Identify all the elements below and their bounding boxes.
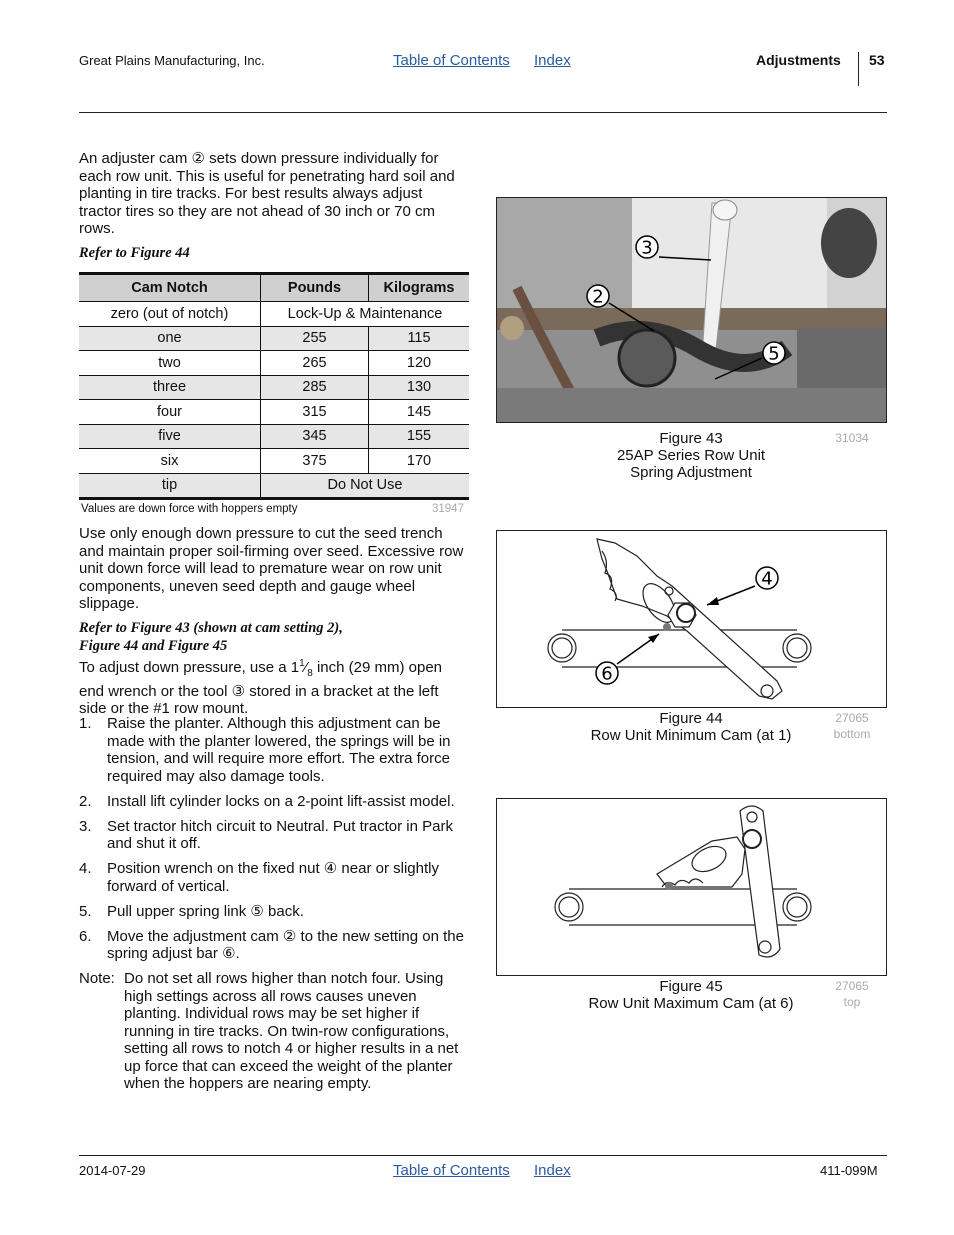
cam-notch-table [79, 272, 469, 500]
step-text: Raise the planter. Although this adjustment can be made with the planter lowered, the springs will be in tension, and will require more effort. The extra force required may also damage tools. [107, 715, 451, 785]
figure-45-number-line1: 27065 [835, 979, 869, 993]
table-row [79, 302, 469, 327]
cell-kilograms: 130 [369, 375, 470, 400]
figure-44-number-line2: bottom [833, 727, 871, 741]
figure-44-caption [541, 710, 841, 744]
list-item [79, 928, 471, 963]
step-text: Position wrench on the fixed nut ④ near or slightly forward of vertical. [107, 860, 439, 895]
figure-44-number-line1: 27065 [835, 711, 869, 725]
row-unit-photo-illustration [497, 198, 886, 422]
step-number: 6. [79, 927, 92, 945]
figure-44-drawing [496, 530, 887, 708]
doc-number: 411-099M [820, 1163, 878, 1178]
cell-merged: Do Not Use [261, 473, 470, 499]
step-number: 5. [79, 902, 92, 920]
cell-pounds: 255 [261, 326, 369, 351]
cell-kilograms: 120 [369, 351, 470, 376]
figure-43-label: Figure 43 [659, 430, 723, 447]
footer-index-link[interactable]: Index [534, 1162, 571, 1179]
figure-45-title: Row Unit Maximum Cam (at 6) [588, 995, 794, 1012]
index-link[interactable]: Index [534, 52, 571, 69]
note [79, 970, 471, 1093]
toc-link[interactable]: Table of Contents [393, 52, 510, 69]
minimum-cam-drawing [497, 531, 886, 707]
table-row [79, 375, 469, 400]
list-item [79, 715, 471, 785]
cell-pounds: 315 [261, 400, 369, 425]
table-row [79, 424, 469, 449]
adjust-paragraph [79, 655, 469, 718]
cell-notch: four [79, 400, 261, 425]
refer-line-2: Figure 44 and Figure 45 [79, 638, 228, 654]
footer-toc-link[interactable]: Table of Contents [393, 1162, 510, 1179]
adjust-text-before: To adjust down pressure, use a 1 [79, 659, 300, 676]
list-item [79, 903, 471, 921]
figure-43-number: 31034 [835, 431, 869, 445]
company-name: Great Plains Manufacturing, Inc. [79, 53, 265, 68]
figure-44-label: Figure 44 [659, 710, 723, 727]
cell-pounds: 375 [261, 449, 369, 474]
note-text: Do not set all rows higher than notch four. Using high settings across all rows causes uneven planting. Individual rows may be set higher if running in tire tracks. On twin-row configurations, setting all rows to notch 4 or higher results in a net up force that can exceed the weight of the planter when the hoppers are nearing empty. [124, 970, 459, 1092]
figure-43-title-line1: 25AP Series Row Unit [616, 447, 766, 464]
callout-6: 6 [601, 663, 613, 685]
table-number: 31947 [432, 503, 464, 515]
cell-notch: three [79, 375, 261, 400]
cell-notch: tip [79, 473, 261, 499]
cell-pounds: 265 [261, 351, 369, 376]
step-number: 1. [79, 715, 92, 732]
cell-kilograms: 155 [369, 424, 470, 449]
fraction-slash: ⁄ [304, 659, 308, 676]
list-item [79, 860, 471, 895]
figure-45-drawing [496, 798, 887, 976]
step-number: 3. [79, 817, 92, 835]
figure-44-number [822, 710, 882, 742]
step-text: Install lift cylinder locks on a 2-point lift-assist model. [107, 792, 455, 810]
step-number: 4. [79, 860, 92, 877]
table-header-row [79, 274, 469, 302]
refer-line-1: Refer to Figure 43 (shown at cam setting 2), [79, 620, 343, 636]
footer-date: 2014-07-29 [79, 1163, 146, 1178]
figure-44-title: Row Unit Minimum Cam (at 1) [590, 727, 792, 744]
fraction-numerator: 1 [299, 658, 305, 669]
col-header-cam-notch: Cam Notch [79, 274, 261, 302]
section-title: Adjustments [756, 52, 841, 68]
step-text: Set tractor hitch circuit to Neutral. Put tractor in Park and shut it off. [107, 817, 453, 852]
cell-kilograms: 145 [369, 400, 470, 425]
figure-43-caption [541, 430, 841, 481]
step-number: 2. [79, 792, 92, 810]
cell-merged: Lock-Up & Maintenance [261, 302, 470, 327]
cell-notch: zero (out of notch) [79, 302, 261, 327]
note-label: Note: [79, 970, 115, 987]
table-row [79, 400, 469, 425]
callout-2: 2 [592, 286, 604, 308]
cell-kilograms: 115 [369, 326, 470, 351]
list-item [79, 818, 471, 853]
callout-3: 3 [641, 237, 653, 259]
figure-45-number [822, 978, 882, 1010]
table-footnote: Values are down force with hoppers empty [81, 503, 298, 515]
refer-figures [79, 619, 343, 655]
cell-pounds: 345 [261, 424, 369, 449]
figure-45-label: Figure 45 [659, 978, 723, 995]
cell-notch: two [79, 351, 261, 376]
adjust-text-after: inch (29 mm) open end wrench or the tool ③ stored in a bracket at the left side or the #1 row mount. [79, 659, 443, 717]
figure-43-title-line2: Spring Adjustment [630, 464, 752, 481]
figure-43-photo [496, 197, 887, 423]
cell-notch: one [79, 326, 261, 351]
table-row [79, 351, 469, 376]
table-row [79, 326, 469, 351]
figure-45-number-line2: top [843, 995, 861, 1009]
step-text: Pull upper spring link ⑤ back. [107, 902, 304, 920]
col-header-kilograms: Kilograms [369, 274, 470, 302]
maximum-cam-drawing [497, 799, 886, 975]
cell-pounds: 285 [261, 375, 369, 400]
table-row [79, 449, 469, 474]
step-text: Move the adjustment cam ② to the new setting on the spring adjust bar ⑥. [107, 927, 464, 962]
page-number: 53 [869, 52, 885, 68]
down-pressure-paragraph: Use only enough down pressure to cut the seed trench and maintain proper soil-firming over seed. Excessive row unit down force will lead to premature wear on row unit components, uneven seed depth and gauge wheel slippage. [79, 525, 464, 612]
table-row [79, 473, 469, 499]
figure-45-caption [541, 978, 841, 1012]
steps-list [79, 715, 471, 1100]
refer-figure-44: Refer to Figure 44 [79, 245, 190, 261]
col-header-pounds: Pounds [261, 274, 369, 302]
header-divider [858, 52, 859, 86]
intro-paragraph: An adjuster cam ② sets down pressure individually for each row unit. This is useful for penetrating hard soil and planting in tire tracks. For best results always adjust tractor tires so they are not ahead of 30 inch or 70 cm rows. [79, 150, 455, 237]
callout-4: 4 [761, 568, 773, 590]
list-item [79, 793, 471, 811]
cell-notch: five [79, 424, 261, 449]
cell-kilograms: 170 [369, 449, 470, 474]
fraction-denominator: 8 [307, 668, 313, 679]
cell-notch: six [79, 449, 261, 474]
header-rule [79, 112, 887, 113]
footer-rule [79, 1155, 887, 1156]
callout-5: 5 [768, 343, 780, 365]
